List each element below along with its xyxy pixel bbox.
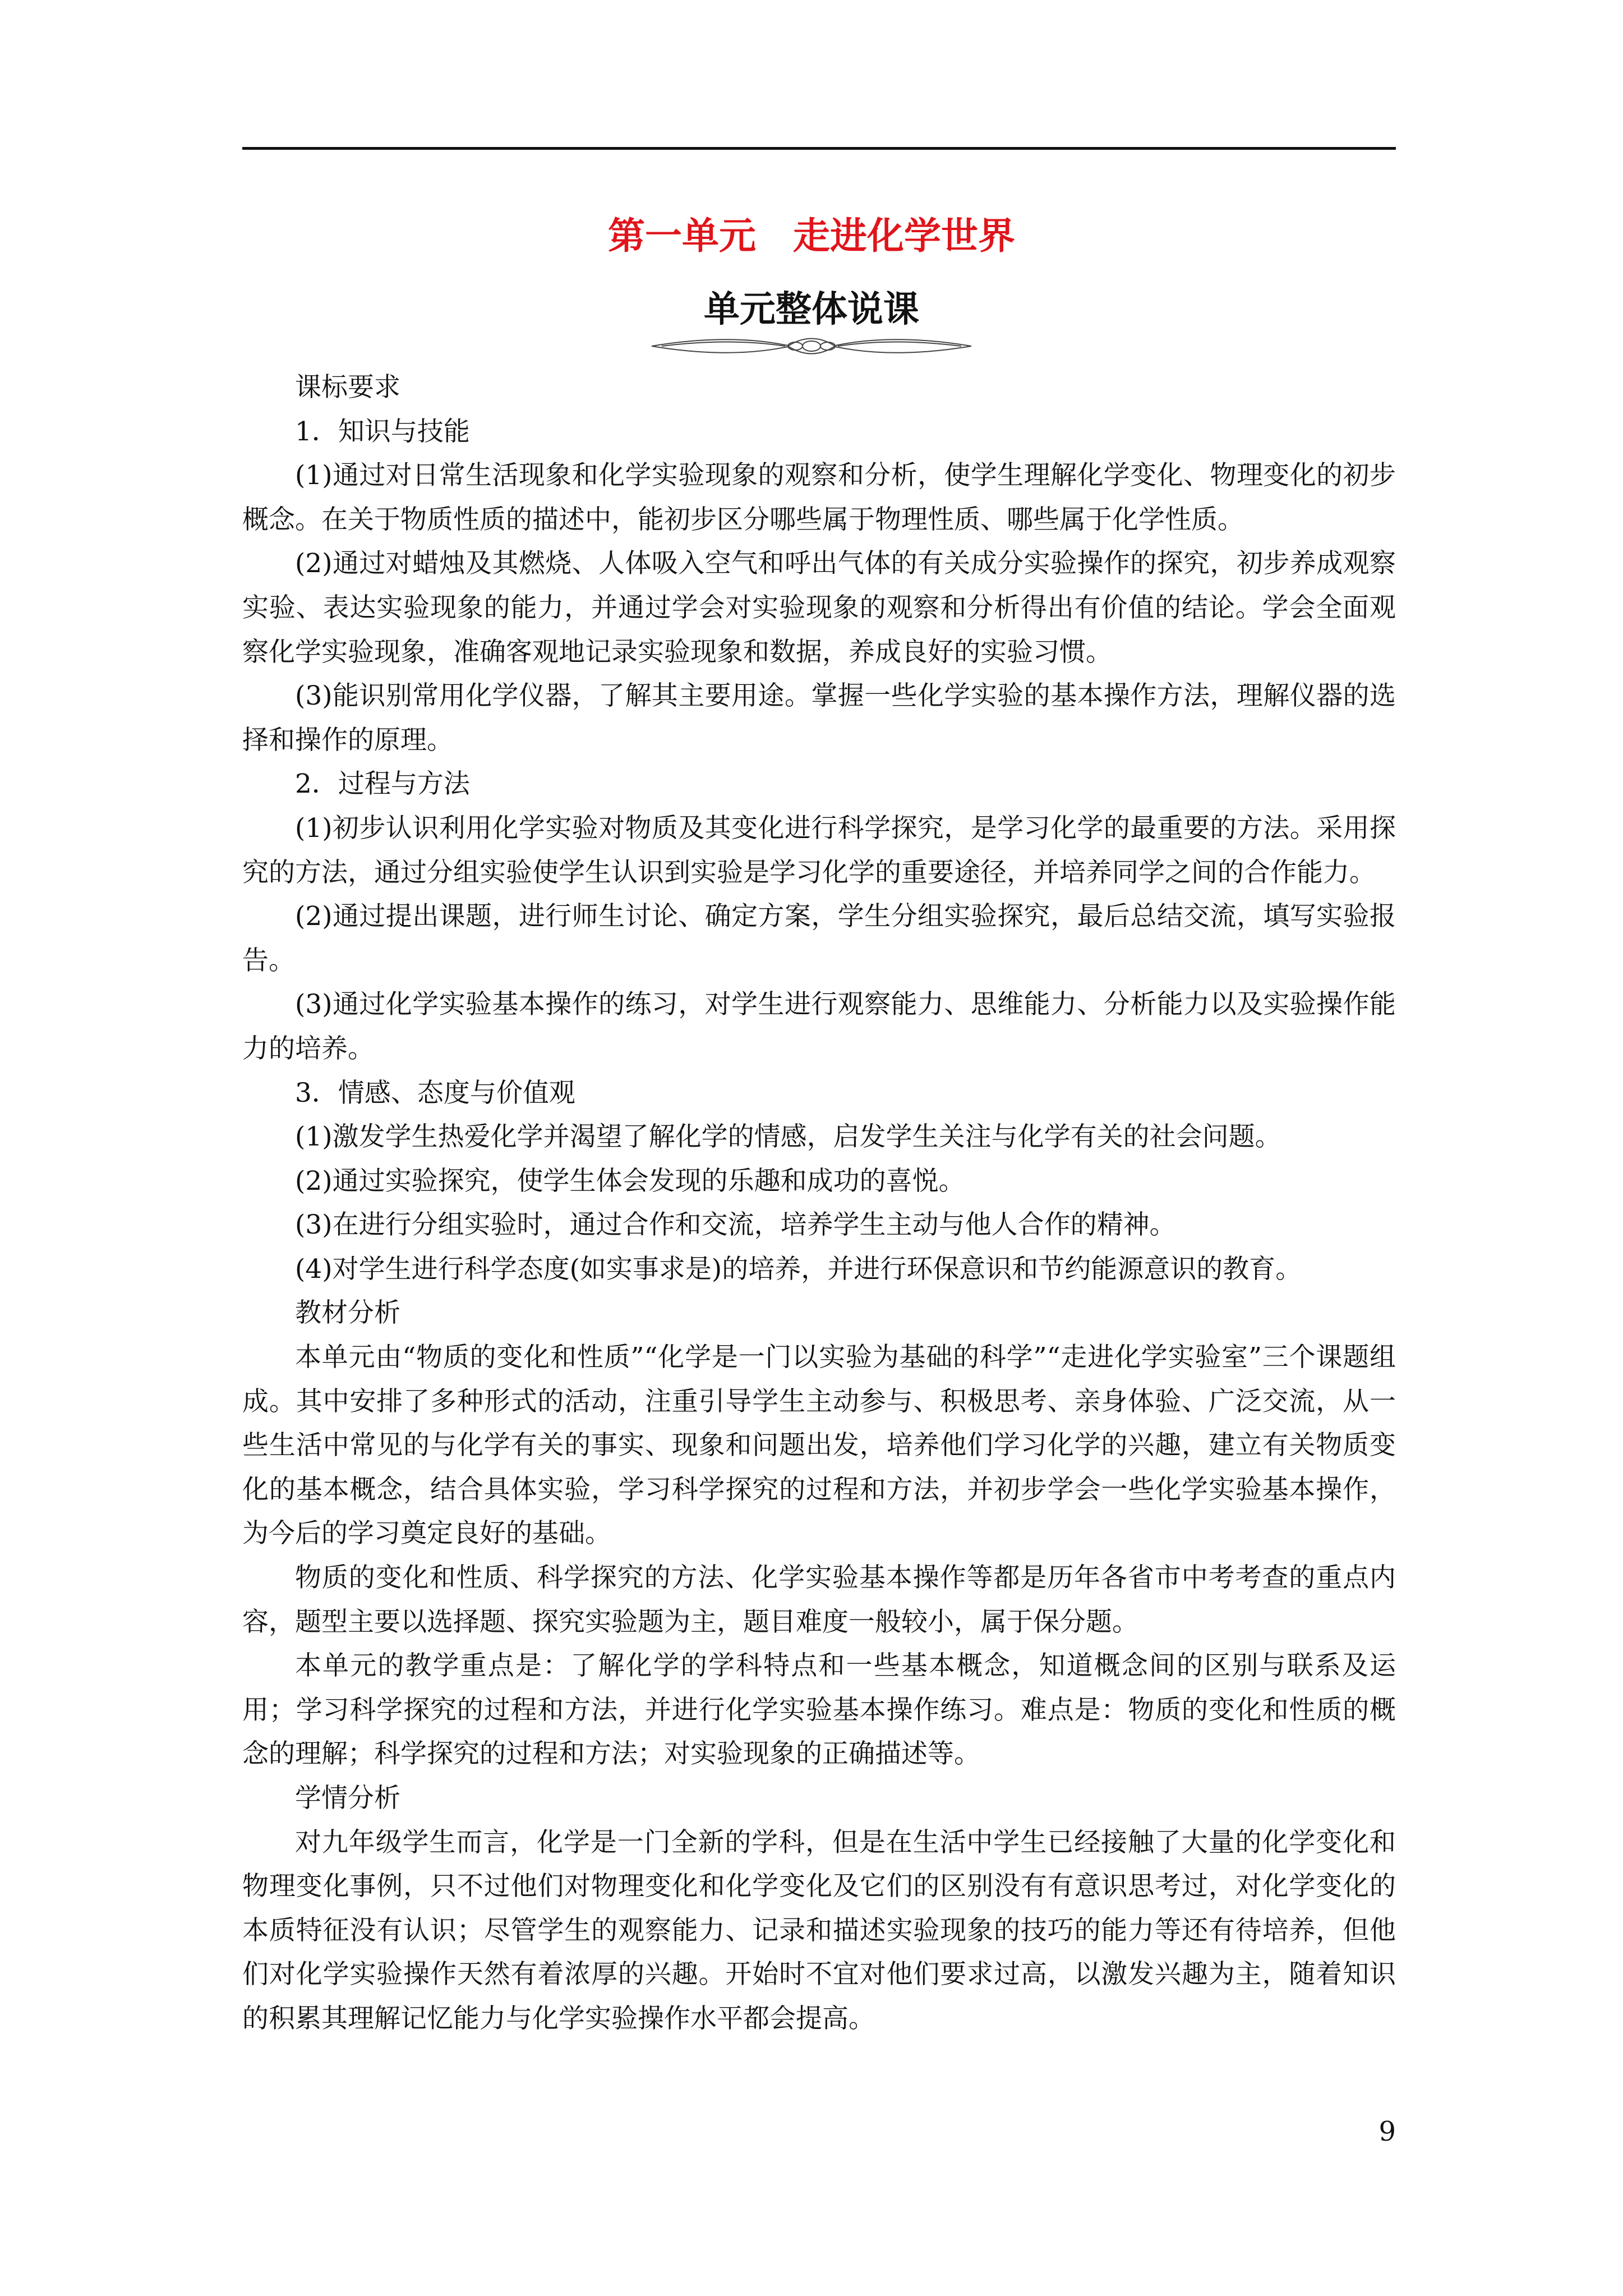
- chapter-title: 第一单元 走进化学世界: [608, 214, 1015, 257]
- section-title: 单元整体说课: [704, 289, 919, 330]
- header-rule: [242, 147, 1396, 150]
- paragraph: (4)对学生进行科学态度(如实事求是)的培养，并进行环保意识和节约能源意识的教育。: [295, 1253, 1302, 1285]
- paragraph: (3)能识别常用化学仪器，了解其主要用途。掌握一些化学实验的基本操作方法，理解仪器的选择和操作的原理。: [242, 680, 1396, 756]
- subheading-emotion-attitude-values: 3．情感、态度与价值观: [295, 1077, 575, 1108]
- paragraph: 本单元由“物质的变化和性质”“化学是一门以实验为基础的科学”“走进化学实验室”三个课题组成。其中安排了多种形式的活动，注重引导学生主动参与、积极思考、亲身体验、广泛交流，从一些生活中常见的与化学有关的事实、现象和问题出发，培养他们学习化学的兴趣，建立有关物质变化的基本概念，结合具体实验，学习科学探究的过程和方法，并初步学会一些化学实验基本操作，为今后的学习奠定良好的基础。: [242, 1342, 1396, 1549]
- paragraph: (1)通过对日常生活现象和化学实验现象的观察和分析，使学生理解化学变化、物理变化的初步概念。在关于物质性质的描述中，能初步区分哪些属于物理性质、哪些属于化学性质。: [242, 460, 1396, 535]
- heading-learner-analysis: 学情分析: [295, 1783, 400, 1814]
- heading-curriculum-requirements: 课标要求: [295, 372, 400, 403]
- document-body: [242, 366, 1396, 2041]
- paragraph: (3)在进行分组实验时，通过合作和交流，培养学生主动与他人合作的精神。: [295, 1209, 1176, 1241]
- paragraph: (3)通过化学实验基本操作的练习，对学生进行观察能力、思维能力、分析能力以及实验操作能力的培养。: [242, 989, 1396, 1064]
- paragraph: (2)通过对蜡烛及其燃烧、人体吸入空气和呼出气体的有关成分实验操作的探究，初步养成观察实验、表达实验现象的能力，并通过学会对实验现象的观察和分析得出有价值的结论。学会全面观察化学实验现象，准确客观地记录实验现象和数据，养成良好的实验习惯。: [242, 548, 1396, 668]
- page-number: 9: [1378, 2116, 1396, 2147]
- paragraph: (1)初步认识利用化学实验对物质及其变化进行科学探究，是学习化学的最重要的方法。采用探究的方法，通过分组实验使学生认识到实验是学习化学的重要途径，并培养同学之间的合作能力。: [242, 812, 1396, 888]
- paragraph: 物质的变化和性质、科学探究的方法、化学实验基本操作等都是历年各省市中考考查的重点内容，题型主要以选择题、探究实验题为主，题目难度一般较小，属于保分题。: [242, 1562, 1396, 1637]
- paragraph: (2)通过提出课题，进行师生讨论、确定方案，学生分组实验探究，最后总结交流，填写实验报告。: [242, 901, 1396, 976]
- paragraph: 对九年级学生而言，化学是一门全新的学科，但是在生活中学生已经接触了大量的化学变化和物理变化事例，只不过他们对物理变化和化学变化及它们的区别没有有意识思考过，对化学变化的本质特征没有认识；尽管学生的观察能力、记录和描述实验现象的技巧的能力等还有待培养，但他们对化学实验操作天然有着浓厚的兴趣。开始时不宜对他们要求过高，以激发兴趣为主，随着知识的积累其理解记忆能力与化学实验操作水平都会提高。: [242, 1826, 1396, 2034]
- paragraph: (1)激发学生热爱化学并渴望了解化学的情感，启发学生关注与化学有关的社会问题。: [295, 1121, 1281, 1153]
- heading-textbook-analysis: 教材分析: [295, 1297, 400, 1329]
- subheading-knowledge-skills: 1．知识与技能: [295, 416, 470, 447]
- paragraph: 本单元的教学重点是：了解化学的学科特点和一些基本概念，知道概念间的区别与联系及运用；学习科学探究的过程和方法，并进行化学实验基本操作练习。难点是：物质的变化和性质的概念的理解；科学探究的过程和方法；对实验现象的正确描述等。: [242, 1650, 1396, 1770]
- paragraph: (2)通过实验探究，使学生体会发现的乐趣和成功的喜悦。: [295, 1165, 965, 1197]
- subheading-process-methods: 2．过程与方法: [295, 769, 470, 800]
- title-ornament-divider: [651, 332, 972, 360]
